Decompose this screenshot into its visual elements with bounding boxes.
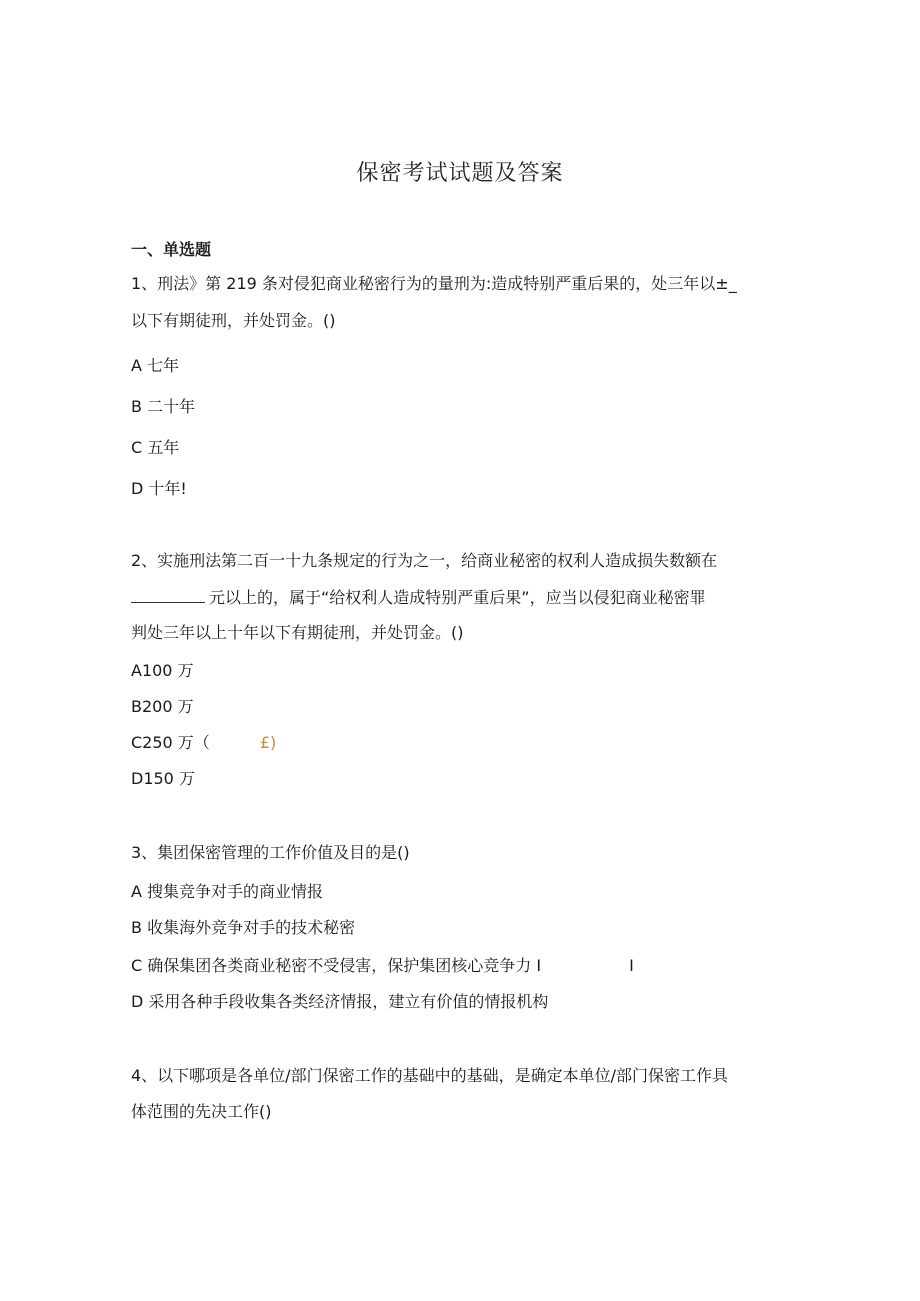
question-4-line-1: 4、以下哪项是各单位/部门保密工作的基础中的基础，是确定本单位/部门保密工作具 — [131, 1066, 728, 1085]
question-3-option-c-trailing: I — [629, 956, 634, 975]
question-3-option-a: A 搜集竞争对手的商业情报 — [131, 882, 324, 901]
question-3-option-c-text: C 确保集团各类商业秘密不受侵害，保护集团核心竞争力 I — [131, 956, 542, 975]
question-2-line-3: 判处三年以上十年以下有期徒刑，并处罚金。() — [131, 623, 464, 642]
question-4-line-2: 体范围的先决工作() — [131, 1102, 272, 1121]
question-2-option-d: D150 万 — [131, 769, 195, 788]
question-2-option-c-text: C250 万（ — [131, 733, 210, 752]
question-2-line-2-text: 元以上的，属于“给权利人造成特别严重后果”，应当以侵犯商业秘密罪 — [209, 588, 706, 607]
question-2-line-1: 2、实施刑法第二百一十九条规定的行为之一，给商业秘密的权利人造成损失数额在 — [131, 551, 718, 570]
section-heading: 一、单选题 — [131, 240, 212, 259]
question-1-option-b: B 二十年 — [131, 397, 196, 416]
question-2-option-a: A100 万 — [131, 661, 194, 680]
document-title: 保密考试试题及答案 — [356, 161, 564, 186]
question-2-option-c-mark: £) — [259, 733, 277, 752]
question-2-option-b: B200 万 — [131, 697, 194, 716]
question-1-line-1: 1、刑法》第 219 条对侵犯商业秘密行为的量刑为:造成特别严重后果的，处三年以±_ — [131, 274, 737, 293]
question-2-option-c — [131, 732, 276, 754]
answer-blank — [131, 586, 205, 603]
question-1-option-a: A 七年 — [131, 356, 180, 375]
question-3-option-c — [131, 955, 634, 977]
question-3-option-d: D 采用各种手段收集各类经济情报，建立有价值的情报机构 — [131, 992, 549, 1011]
question-3-line-1: 3、集团保密管理的工作价值及目的是() — [131, 843, 410, 862]
question-1-option-d: D 十年! — [131, 479, 187, 498]
question-1-option-c: C 五年 — [131, 438, 180, 457]
question-3-option-b: B 收集海外竞争对手的技术秘密 — [131, 918, 356, 937]
question-1-line-2: 以下有期徒刑，并处罚金。() — [131, 311, 336, 330]
question-2-line-2 — [131, 586, 706, 609]
